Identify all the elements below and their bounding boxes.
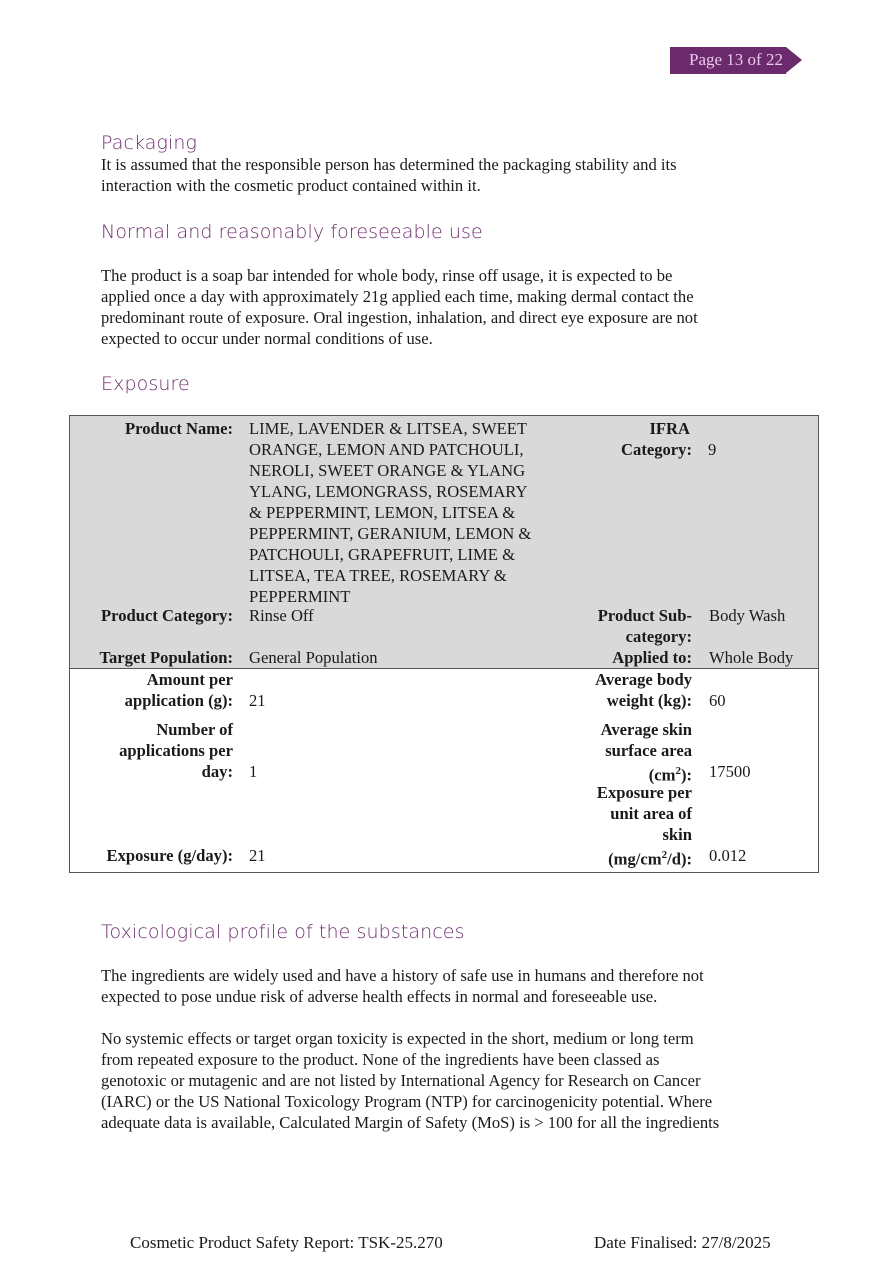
applications-per-day-label: Number of applications per day: — [119, 720, 233, 781]
amount-per-application-value: 21 — [249, 691, 266, 710]
exposure-per-unit-area-label: Exposure per unit area of skin $(mg/cm^2/d)$: — [596, 783, 692, 869]
skin-surface-area-value: 17500 — [709, 762, 751, 781]
amount-per-application-label: Amount per application (g): — [124, 670, 233, 710]
product-name-label: Product Name: — [125, 419, 233, 438]
applications-per-day-value: 1 — [249, 762, 258, 781]
body-weight-label: Average body weight (kg): — [595, 670, 692, 710]
body-weight-value: 60 — [709, 691, 726, 710]
product-category-label: Product Category: — [101, 606, 233, 625]
skin-surface-area-label: Average skin surface area $(cm^2)$: — [600, 720, 692, 785]
applied-to-label: Applied to: — [612, 648, 692, 667]
exposure-table — [69, 415, 819, 873]
toxicological-paragraph-2: No systemic effects or target organ toxicity is expected in the short, medium or long term from repeated exposure to the product. None of the ingredients have been classed as genotoxic or mutagenic and are not listed by International Agency for Research on Cancer (IARC) or the US National Toxicology Program (NTP) for carcinogenicity potential. Where adequate data is available, Calculated Margin of Safety (MoS) is > 100 for all the ingredients — [101, 1029, 720, 1132]
product-name-value: LIME, LAVENDER & LITSEA, SWEET ORANGE, LEMON AND PATCHOULI, NEROLI, SWEET ORANGE & YLANG YLANG, LEMONGRASS, ROSEMARY & PEPPERMINT, LEMON, LITSEA & PEPPERMINT, GERANIUM, LEMON & PATCHOULI, GRAPEFRUIT, LIME & LITSEA, TEA TREE, ROSEMARY & PEPPERMINT — [249, 419, 532, 606]
ifra-category-label: IFRA Category: — [621, 419, 692, 459]
footer-date: Date Finalised: 27/8/2025 — [594, 1233, 771, 1252]
exposure-per-day-value: 21 — [249, 846, 266, 865]
product-subcategory-value: Body Wash — [709, 606, 786, 625]
ifra-category-value: 9 — [708, 440, 717, 459]
normal-use-text: The product is a soap bar intended for whole body, rinse off usage, it is expected to be applied once a day with approximately 21g applied each time, making dermal contact the predominant route of exposure. Oral ingestion, inhalation, and direct eye exposure are not expected to occur under normal conditions of use. — [101, 266, 698, 348]
exposure-per-unit-area-value: 0.012 — [709, 846, 747, 865]
footer-report-id: Cosmetic Product Safety Report: TSK-25.270 — [130, 1233, 443, 1252]
applied-to-value: Whole Body — [709, 648, 794, 667]
product-category-value: Rinse Off — [249, 606, 314, 625]
packaging-heading: Packaging — [101, 132, 198, 154]
normal-use-heading: Normal and reasonably foreseeable use — [101, 221, 483, 243]
page-indicator: Page 13 of 22 — [689, 50, 783, 69]
target-population-label: Target Population: — [99, 648, 233, 667]
toxicological-paragraph-1: The ingredients are widely used and have a history of safe use in humans and therefore not expected to pose undue risk of adverse health effects in normal and foreseeable use. — [101, 966, 704, 1006]
exposure-heading: Exposure — [101, 373, 190, 395]
toxicological-heading: Toxicological profile of the substances — [101, 921, 465, 943]
target-population-value: General Population — [249, 648, 378, 667]
product-subcategory-label: Product Sub- category: — [597, 606, 692, 646]
packaging-text: It is assumed that the responsible person has determined the packaging stability and its interaction with the cosmetic product contained within it. — [101, 155, 677, 195]
exposure-per-day-label: Exposure (g/day): — [106, 846, 233, 865]
